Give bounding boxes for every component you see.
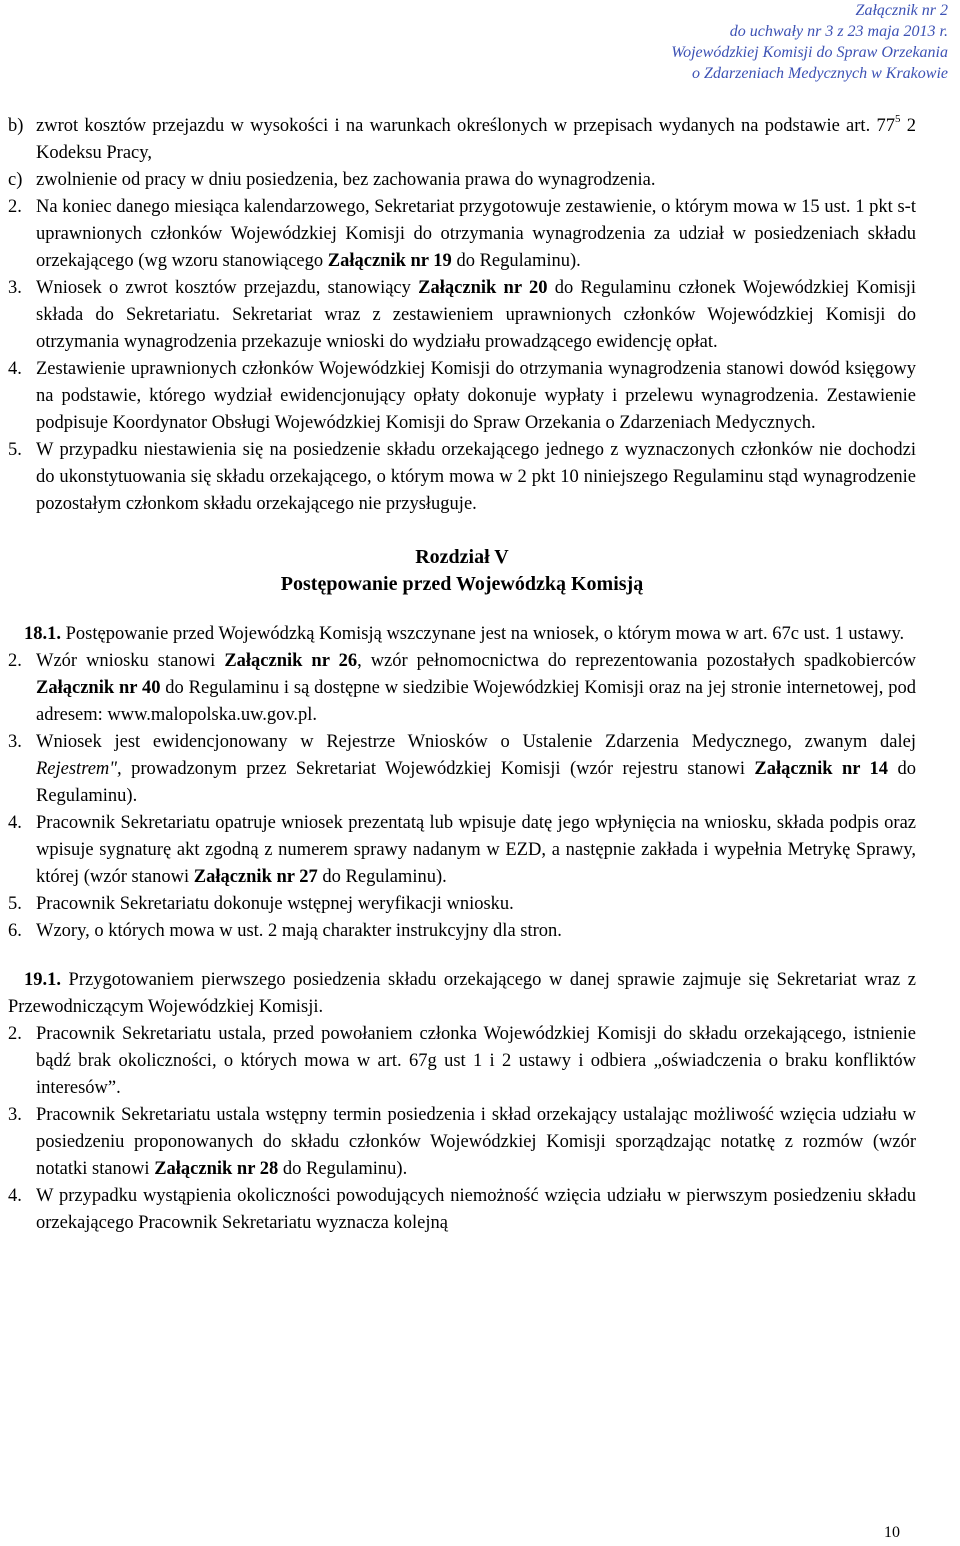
paragraph-label: 4. — [8, 359, 22, 379]
header-line-1: Załącznik nr 2 — [855, 2, 948, 19]
header-line-3: Wojewódzkiej Komisji do Spraw Orzekania — [671, 44, 948, 61]
paragraph-19-1: 19.1. Przygotowaniem pierwszego posiedzenia składu orzekającego w danej sprawie zajmuje się Sekretariat wraz z Przewodniczącym Wojewódzkiej Komisji. — [8, 970, 916, 1017]
paragraph-19-3: 3. Pracownik Sekretariatu ustala wstępny termin posiedzenia i skład orzekający ustalając możliwość wzięcia udziału w posiedzeniu proponowanych do składu członków Wojewódzkiej Komisji sporządzając notatkę z rozmów (wzór notatki stanowi Załącznik nr 28 do Regulaminu). — [8, 1102, 916, 1183]
paragraph-label: 4. — [8, 813, 22, 833]
paragraph-18-2: 2. Wzór wniosku stanowi Załącznik nr 26, wzór pełnomocnictwa do reprezentowania pozostałych spadkobierców Załącznik nr 40 do Regulaminu i są dostępne w siedzibie Wojewódzkiej Komisji oraz na jej stronie internetowej, pod adresem: www.malopolska.uw.gov.pl. — [8, 648, 916, 729]
chapter-title: Postępowanie przed Wojewódzką Komisją — [280, 573, 644, 595]
paragraph-label: 18.1. — [24, 624, 61, 644]
paragraph-label: 5. — [8, 894, 22, 914]
paragraph-18-1: 18.1. Postępowanie przed Wojewódzką Komisją wszczynane jest na wniosek, o którym mowa w art. 67c ust. 1 ustawy. — [24, 624, 905, 644]
paragraph-label: b) — [8, 116, 24, 136]
paragraph-18-5: 5. Pracownik Sekretariatu dokonuje wstępnej weryfikacji wniosku. — [8, 891, 916, 918]
paragraph-label: 4. — [8, 1186, 22, 1206]
page-number: 10 — [884, 1524, 900, 1541]
paragraph-label: 19.1. — [24, 970, 61, 990]
paragraph-label: 3. — [8, 1105, 22, 1125]
paragraph-label: c) — [8, 170, 23, 190]
paragraph-18-4: 4. Pracownik Sekretariatu opatruje wniosek prezentatą lub wpisuje datę jego wpłynięcia na wniosku, składa podpis oraz wpisuje sygnaturę akt zgodną z numerem sprawy nadanym w EZD, a następnie zakłada i wypełnia Metrykę Sprawy, której (wzór stanowi Załącznik nr 27 do Regulaminu). — [8, 810, 916, 891]
spacer — [8, 945, 916, 967]
chapter-heading — [8, 544, 916, 598]
paragraph-19-4: 4. W przypadku wystąpienia okoliczności powodujących niemożność wzięcia udziału w pierwszym posiedzeniu składu orzekającego Pracownik Sekretariatu wyznacza kolejną — [8, 1183, 916, 1237]
paragraph-17-3: 3. Wniosek o zwrot kosztów przejazdu, stanowiący Załącznik nr 20 do Regulaminu członek Wojewódzkiej Komisji składa do Sekretariatu. Sekretariat wraz z zestawieniem uprawnionych członków Wojewódzkiej Komisji do otrzymania wynagrodzenia przekazuje wnioski do wydziału prowadzącego ewidencję opłat. — [8, 275, 916, 356]
document-body — [8, 113, 916, 1237]
paragraph-17-2: 2. Na koniec danego miesiąca kalendarzowego, Sekretariat przygotowuje zestawienie, o którym mowa w 15 ust. 1 pkt s-t uprawnionych członków Wojewódzkiej Komisji do otrzymania wynagrodzenia za udział w posiedzeniach składu orzekającego (wg wzoru stanowiącego Załącznik nr 19 do Regulaminu). — [8, 194, 916, 275]
paragraph-label: 5. — [8, 440, 22, 460]
paragraph-18-6: 6. Wzory, o których mowa w ust. 2 mają charakter instrukcyjny dla stron. — [8, 918, 916, 945]
paragraph-label: 2. — [8, 197, 22, 217]
paragraph-17-4: 4. Zestawienie uprawnionych członków Wojewódzkiej Komisji do otrzymania wynagrodzenia stanowi dowód księgowy na podstawie, którego wydział ewidencjonujący opłaty dokonuje wypłaty i przelewu wynagrodzenia. Zestawienie podpisuje Koordynator Obsługi Wojewódzkiej Komisji do Spraw Orzekania o Zdarzeniach Medycznych. — [8, 356, 916, 437]
paragraph-17-5: 5. W przypadku niestawienia się na posiedzenie składu orzekającego jednego z wyznaczonych członków nie dochodzi do ukonstytuowania się składu orzekającego, o którym mowa w 2 pkt 10 niniejszego Regulaminu stąd wynagrodzenie pozostałym członkom składu orzekającego nie przysługuje. — [8, 437, 916, 518]
paragraph-18-3: 3. Wniosek jest ewidencjonowany w Rejestrze Wniosków o Ustalenie Zdarzenia Medycznego, zwanym dalej Rejestrem", prowadzonym przez Sekretariat Wojewódzkiej Komisji (wzór rejestru stanowi Załącznik nr 14 do Regulaminu). — [8, 729, 916, 810]
header-line-2: do uchwały nr 3 z 23 maja 2013 r. — [729, 23, 948, 40]
paragraph-19-2: 2. Pracownik Sekretariatu ustala, przed powołaniem członka Wojewódzkiej Komisji do składu orzekającego, istnienie bądź brak okoliczności, o których mowa w art. 67g ust 1 i 2 ustawy i odbiera „oświadczenia o braku konfliktów interesów”. — [8, 1021, 916, 1102]
paragraph-label: 3. — [8, 278, 22, 298]
paragraph-c: c) zwolnienie od pracy w dniu posiedzenia, bez zachowania prawa do wynagrodzenia. — [8, 167, 916, 194]
chapter-number: Rozdział V — [415, 546, 509, 568]
paragraph-label: 6. — [8, 921, 22, 941]
paragraph-b: b) zwrot kosztów przejazdu w wysokości i na warunkach określonych w przepisach wydanych na podstawie art. $77^5$ 2 Kodeksu Pracy, — [8, 112, 916, 163]
paragraph-label: 3. — [8, 732, 22, 752]
paragraph-label: 2. — [8, 651, 22, 671]
header-line-4: o Zdarzeniach Medycznych w Krakowie — [692, 65, 948, 82]
paragraph-label: 2. — [8, 1024, 22, 1044]
page-header — [671, 0, 948, 84]
